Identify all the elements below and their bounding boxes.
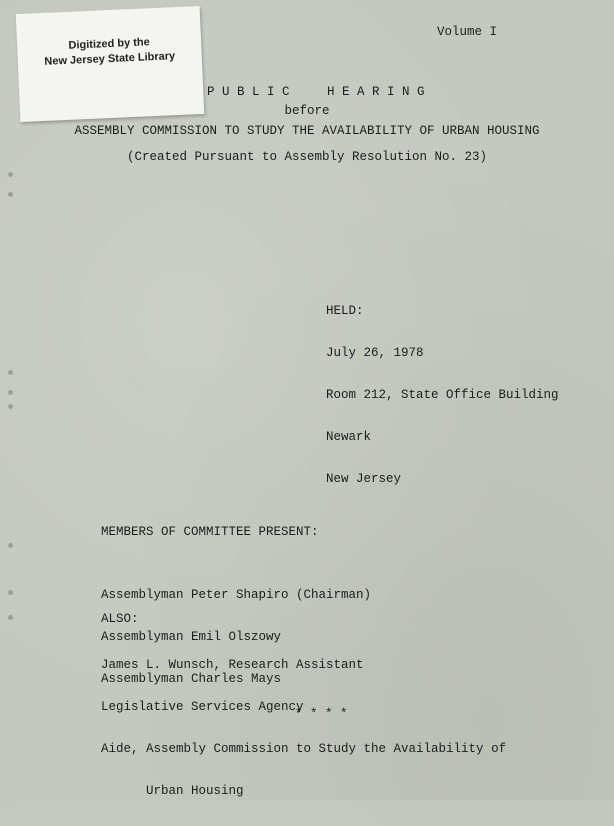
binding-speck xyxy=(8,615,13,620)
volume-label: Volume I xyxy=(437,25,498,39)
binding-speck xyxy=(8,390,13,395)
also-line: Urban Housing xyxy=(146,784,244,798)
members-title: MEMBERS OF COMMITTEE PRESENT: xyxy=(101,525,319,539)
created-pursuant-note: (Created Pursuant to Assembly Resolution No. 23) xyxy=(126,150,488,164)
binding-speck xyxy=(8,404,13,409)
binding-speck xyxy=(8,172,13,177)
sticker-line-1: Digitized by the xyxy=(68,36,150,52)
also-line: Legislative Services Agency xyxy=(101,700,304,714)
also-title: ALSO: xyxy=(101,612,139,626)
before-label: before xyxy=(284,104,330,118)
binding-speck xyxy=(8,370,13,375)
also-line: Aide, Assembly Commission to Study the Availability of xyxy=(101,742,507,756)
held-room: Room 212, State Office Building xyxy=(326,388,559,402)
page-title: P U B L I C H E A R I N G xyxy=(207,85,425,99)
held-city: Newark xyxy=(326,430,372,444)
sticker-line-2: New Jersey State Library xyxy=(44,50,176,68)
member-item: Assemblyman Emil Olszowy xyxy=(101,630,282,644)
member-item: Assemblyman Charles Mays xyxy=(101,672,282,686)
commission-name: ASSEMBLY COMMISSION TO STUDY THE AVAILABILITY OF URBAN HOUSING xyxy=(74,124,540,138)
held-state: New Jersey xyxy=(326,472,402,486)
binding-speck xyxy=(8,590,13,595)
binding-speck xyxy=(8,192,13,197)
binding-speck xyxy=(8,543,13,548)
member-item: Assemblyman Peter Shapiro (Chairman) xyxy=(101,588,372,602)
end-stars: * * * * xyxy=(295,707,348,721)
also-list xyxy=(101,630,506,826)
held-block xyxy=(326,276,559,514)
also-line: James L. Wunsch, Research Assistant xyxy=(101,658,364,672)
held-label: HELD: xyxy=(326,304,364,318)
held-date: July 26, 1978 xyxy=(326,346,424,360)
